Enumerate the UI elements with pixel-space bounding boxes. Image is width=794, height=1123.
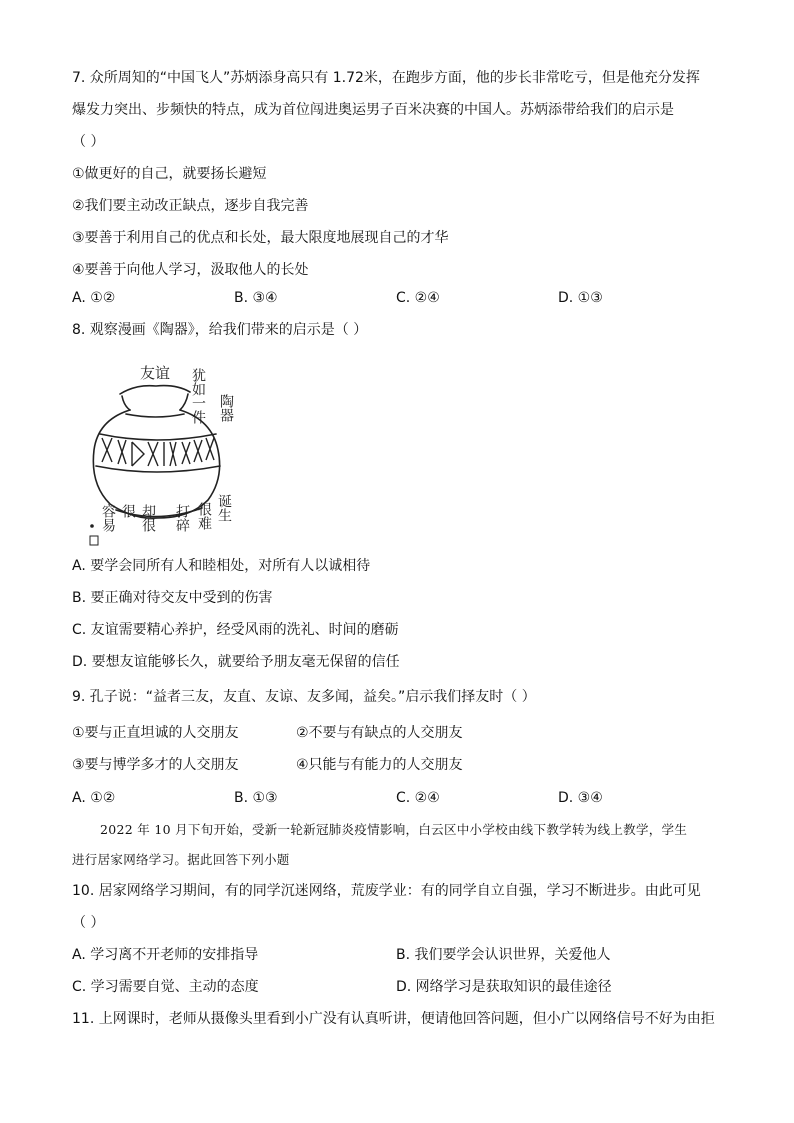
q9-statement-4: ④只能与有能力的人交朋友 <box>296 757 463 773</box>
q9-statement-2: ②不要与有缺点的人交朋友 <box>296 725 463 741</box>
q8-option-b[interactable]: B. 要正确对待交友中受到的伤害 <box>72 590 273 606</box>
q9-statement-3: ③要与博学多才的人交朋友 <box>72 757 239 773</box>
q7-statement-2: ②我们要主动改正缺点，逐步自我完善 <box>72 198 309 214</box>
q7-statement-4: ④要善于向他人学习，汲取他人的长处 <box>72 262 309 278</box>
q10-option-c[interactable]: C. 学习需要自觉、主动的态度 <box>72 979 259 995</box>
q8-option-a[interactable]: A. 要学会同所有人和睦相处，对所有人以诚相待 <box>72 558 371 574</box>
q7-statement-1: ①做更好的自己，就要扬长避短 <box>72 166 267 182</box>
material-line2: 进行居家网络学习。据此回答下列小题 <box>72 852 290 867</box>
cartoon-text-friendship: 友谊 <box>140 364 171 382</box>
cartoon-text-very: 很 <box>120 504 136 518</box>
material-line1: 2022 年 10 月下旬开始，受新一轮新冠肺炎疫情影响，白云区中小学校由线下教学转为线上教学，学生 <box>100 822 688 837</box>
q9-option-d[interactable]: D. ③④ <box>558 790 603 806</box>
q9-option-b[interactable]: B. ①③ <box>234 790 278 806</box>
q10-option-b[interactable]: B. 我们要学会认识世界，关爱他人 <box>396 947 611 963</box>
q10-option-a[interactable]: A. 学习离不开老师的安排指导 <box>72 947 259 963</box>
q8-stem: 8. 观察漫画《陶器》，给我们带来的启示是（ ） <box>72 322 368 338</box>
cartoon-text-pottery: 陶器 <box>218 394 234 422</box>
q8-option-d[interactable]: D. 要想友谊能够长久，就要给予朋友毫无保留的信任 <box>72 654 400 670</box>
q7-statement-3: ③要善于利用自己的优点和长处，最大限度地展现自己的才华 <box>72 230 449 246</box>
q10-option-d[interactable]: D. 网络学习是获取知识的最佳途径 <box>396 979 612 995</box>
cartoon-text-break: 打碎 <box>174 504 190 532</box>
q7-answer-paren: （ ） <box>72 134 105 150</box>
q7-option-c[interactable]: C. ②④ <box>396 290 440 306</box>
q8-option-c[interactable]: C. 友谊需要精心养护，经受风雨的洗礼、时间的磨砺 <box>72 622 399 638</box>
q7-option-a[interactable]: A. ①② <box>72 290 116 306</box>
q7-stem-line1: 7. 众所周知的“中国飞人”苏炳添身高只有 1.72米，在跑步方面，他的步长非常吃亏，但是他充分发挥 <box>72 70 700 86</box>
q7-stem-line2: 爆发力突出、步频快的特点，成为首位闯进奥运男子百米决赛的中国人。苏炳添带给我们的启示是 <box>72 102 674 118</box>
cartoon-text-easy: 容易 <box>100 504 116 532</box>
q7-option-b[interactable]: B. ③④ <box>234 290 278 306</box>
q7-option-d[interactable]: D. ①③ <box>558 290 603 306</box>
q9-stem: 9. 孔子说：“益者三友，友直、友谅、友多闻，益矣。”启示我们择友时（ ） <box>72 689 536 705</box>
cartoon-text-like-a-piece: 犹如一件 <box>190 368 206 424</box>
q9-option-c[interactable]: C. ②④ <box>396 790 440 806</box>
cartoon-text-hard: 很难 <box>196 502 212 530</box>
q10-stem: 10. 居家网络学习期间，有的同学沉迷网络，荒废学业：有的同学自立自强，学习不断进步。由此可见 <box>72 883 701 899</box>
cartoon-text-born: 诞生 <box>216 494 232 522</box>
q9-option-a[interactable]: A. ①② <box>72 790 116 806</box>
artist-seal-icon <box>90 536 98 545</box>
q10-answer-paren: （ ） <box>72 915 105 931</box>
pottery-cartoon-image <box>86 354 236 550</box>
q9-statement-1: ①要与正直坦诚的人交朋友 <box>72 725 239 741</box>
q11-stem: 11. 上网课时，老师从摄像头里看到小广没有认真听讲，便请他回答问题，但小广以网络信号不好为由拒 <box>72 1011 715 1027</box>
cartoon-text-but-very: 却很 <box>140 504 156 532</box>
